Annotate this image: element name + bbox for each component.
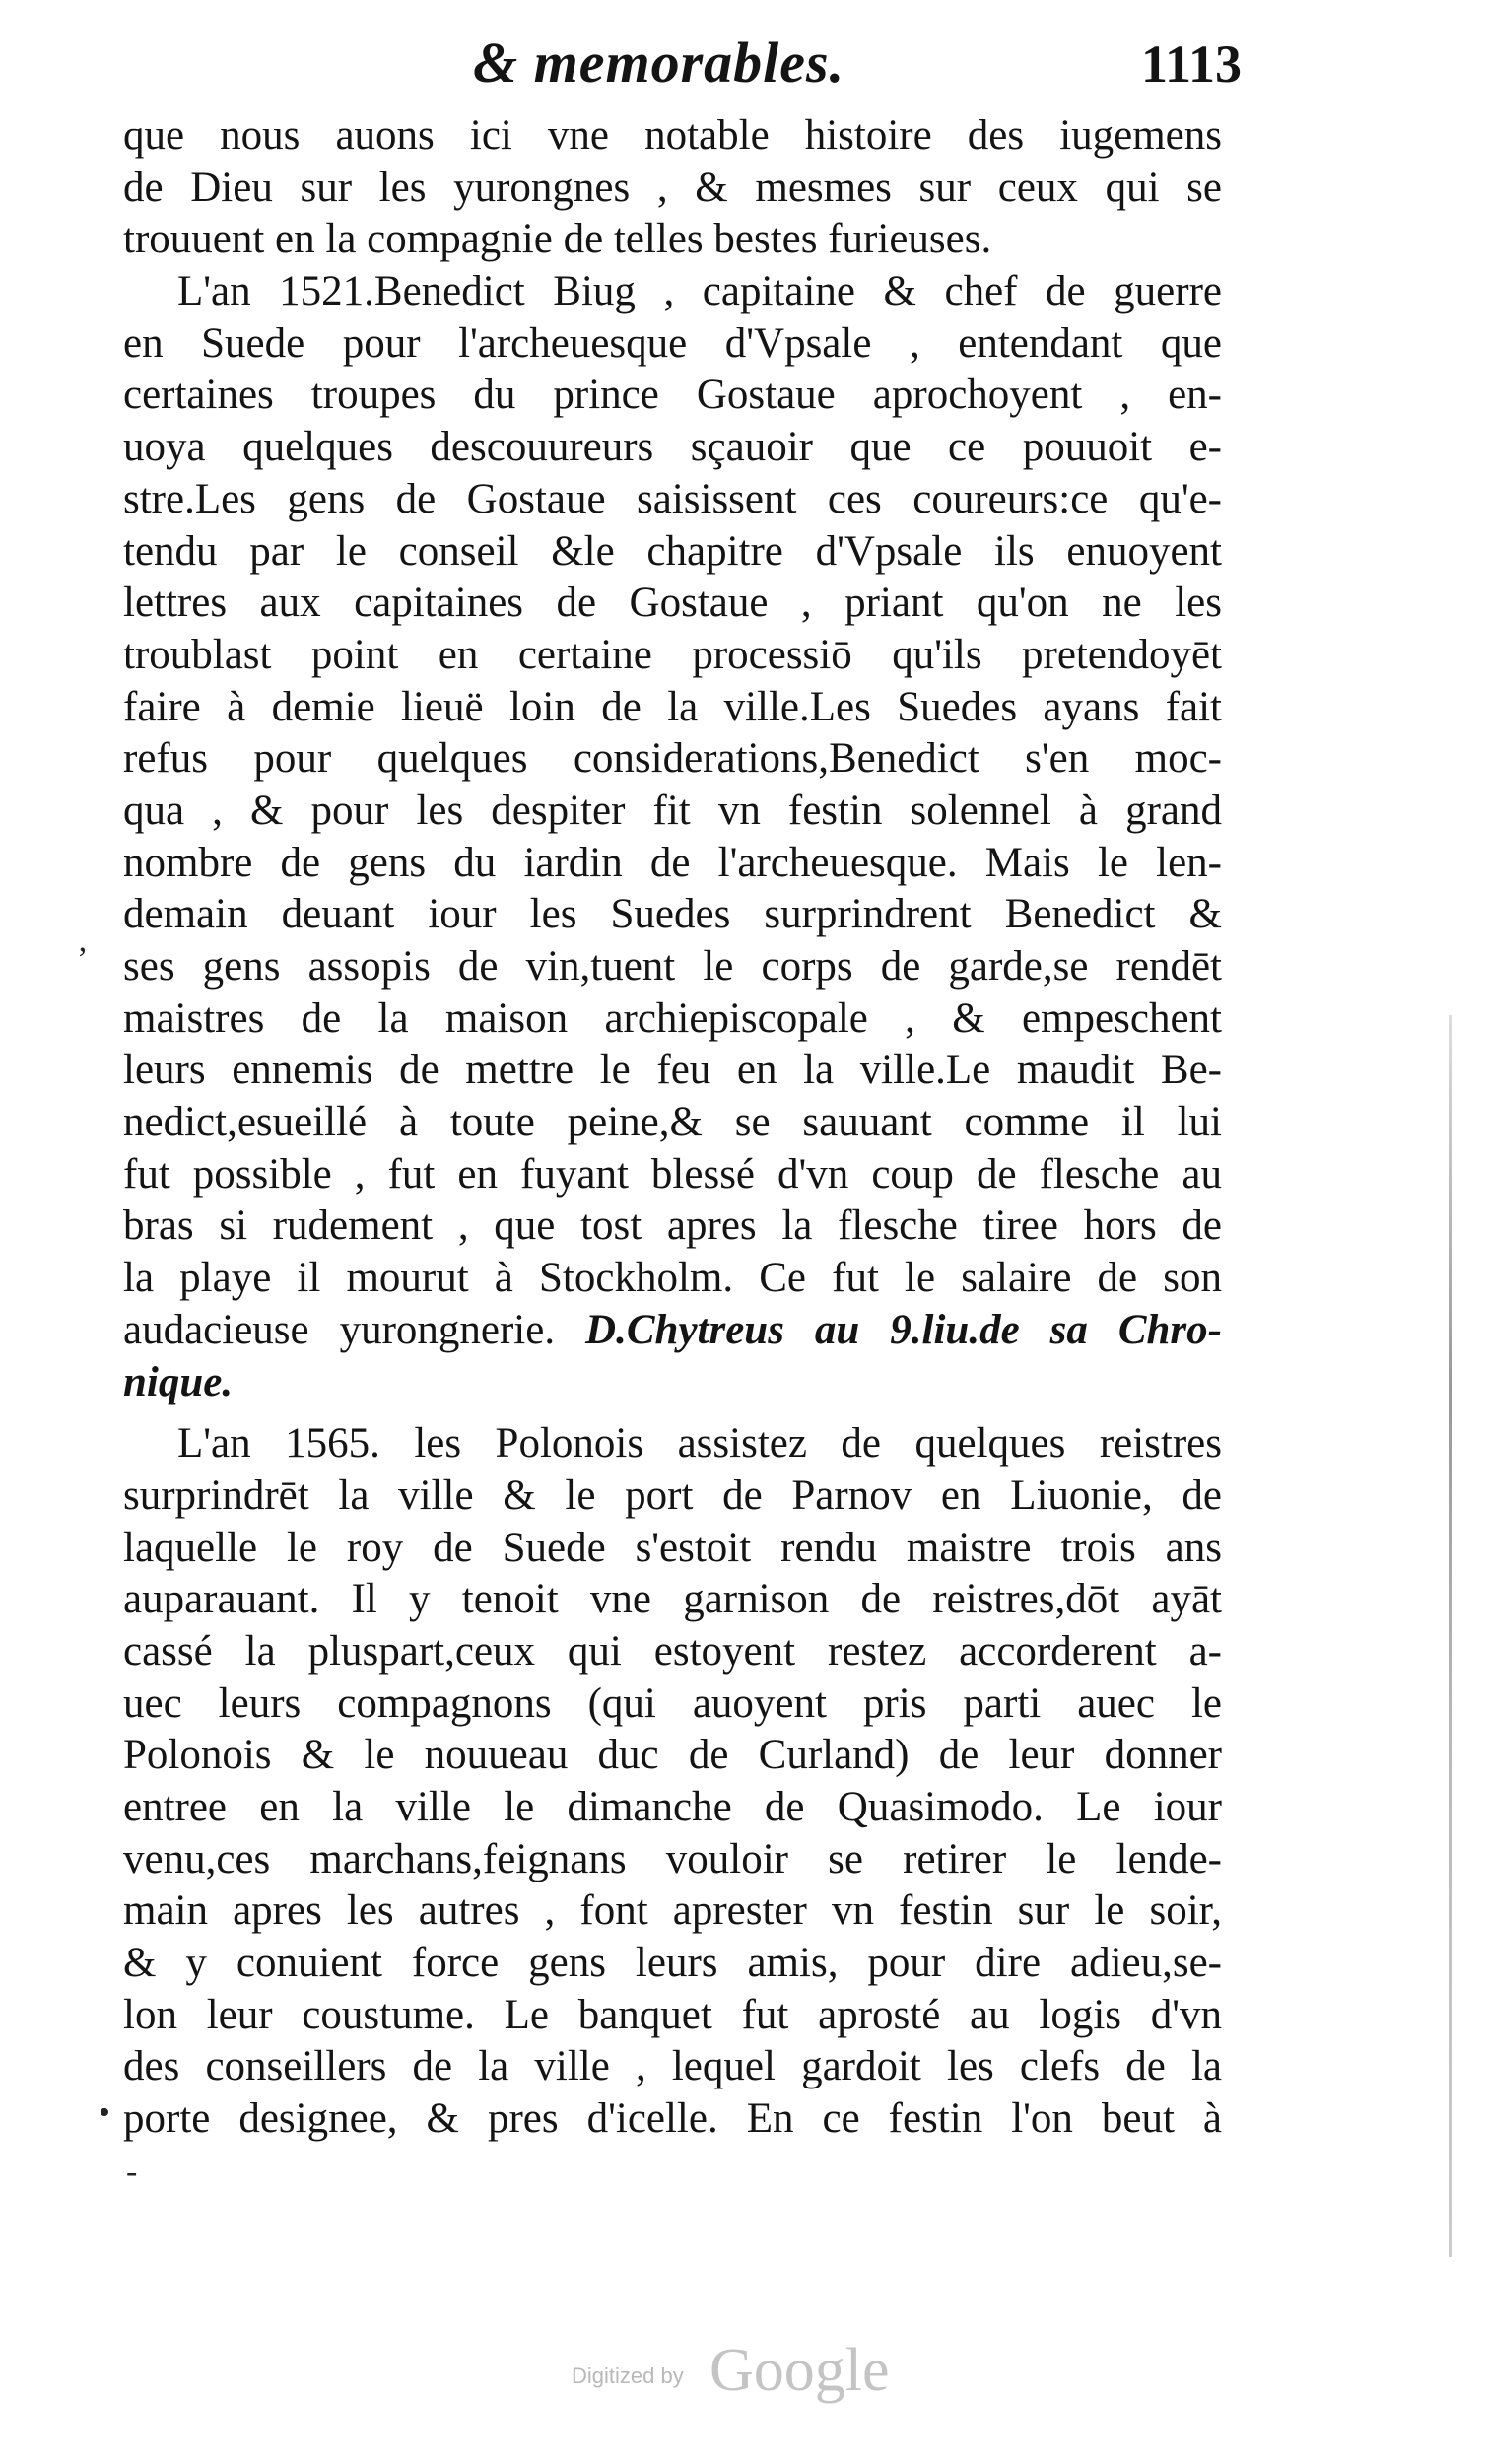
- text-line: demain deuant iour les Suedes surprindrent Benedict &: [123, 891, 1222, 938]
- text-line: auparauant. Il y tenoit vne garnison de reistres,dōt ayāt: [123, 1576, 1222, 1623]
- text-line: leurs ennemis de mettre le feu en la ville.Le maudit Be-: [123, 1047, 1222, 1094]
- text-line: [123, 1357, 1222, 1409]
- text-segment: audacieuse yurongnerie.: [123, 1306, 556, 1353]
- margin-speck: ʼ: [77, 941, 89, 978]
- text-line: certaines troupes du prince Gostaue aprochoyent , en-: [123, 372, 1222, 419]
- margin-speck: -: [126, 2154, 138, 2190]
- text-line: en Suede pour l'archeuesque d'Vpsale , entendant que: [123, 319, 1222, 367]
- text-line: laquelle le roy de Suede s'estoit rendu maistre trois ans: [123, 1524, 1222, 1571]
- text-line: porte designee, & pres d'icelle. En ce festin l'on beut à: [123, 2095, 1222, 2143]
- text-line: faire à demie lieuë loin de la ville.Les Suedes ayans fait: [123, 683, 1222, 730]
- page-number: 1113: [1140, 34, 1242, 94]
- digitization-footer: [572, 2336, 966, 2405]
- margin-speck: •: [99, 2094, 110, 2131]
- digitized-label: Digitized by: [572, 2363, 684, 2388]
- text-line: tendu par le conseil &le chapitre d'Vpsale ils enuoyent: [123, 527, 1222, 575]
- text-line: maistres de la maison archiepiscopale , & empeschent: [123, 994, 1222, 1042]
- text-line: entree en la ville le dimanche de Quasimodo. Le iour: [123, 1784, 1222, 1830]
- text-line: ses gens assopis de vin,tuent le corps de garde,se rendēt: [123, 943, 1222, 990]
- text-line: stre.Les gens de Gostaue saisissent ces coureurs:ce qu'e-: [123, 475, 1222, 522]
- text-line: surprindrēt la ville & le port de Parnov en Liuonie, de: [123, 1472, 1222, 1519]
- text-line-with-citation: [123, 1305, 1222, 1357]
- text-line: trouuent en la compagnie de telles bestes furieuses.: [123, 216, 992, 263]
- citation: D.Chytreus au 9.liu.de sa Chro-: [585, 1306, 1222, 1353]
- text-line: uec leurs compagnons (qui auoyent pris parti auec le: [123, 1679, 1222, 1727]
- text-line: main apres les autres , font aprester vn festin sur le soir,: [123, 1887, 1222, 1935]
- text-line: fut possible , fut en fuyant blessé d'vn coup de flesche au: [123, 1150, 1222, 1198]
- text-line: troublast point en certaine processiō qu'ils pretendoyēt: [123, 631, 1222, 678]
- text-line: refus pour quelques considerations,Benedict s'en moc-: [123, 735, 1222, 783]
- text-line: nombre de gens du iardin de l'archeuesque. Mais le len-: [123, 839, 1222, 886]
- text-line: cassé la pluspart,ceux qui estoyent restez accorderent a-: [123, 1627, 1222, 1675]
- citation-end: nique.: [123, 1358, 234, 1405]
- text-line: nedict,esueillé à toute peine,& se sauuant comme il lui: [123, 1099, 1222, 1146]
- text-line: la playe il mourut à Stockholm. Ce fut le salaire de son: [123, 1255, 1222, 1302]
- running-title: & memorables.: [473, 31, 845, 95]
- text-line: que nous auons ici vne notable histoire des iugemens: [123, 112, 1222, 159]
- page-header: [473, 30, 1242, 108]
- text-line: lon leur coustume. Le banquet fut aprosté au logis d'vn: [123, 1991, 1222, 2038]
- text-line: & y conuient force gens leurs amis, pour dire adieu,se-: [123, 1940, 1222, 1987]
- text-line: des conseillers de la ville , lequel gardoit les clefs de la: [123, 2043, 1222, 2090]
- text-line: qua , & pour les despiter fit vn festin solennel à grand: [123, 787, 1222, 834]
- body-text: [123, 110, 1222, 2146]
- text-line: bras si rudement , que tost apres la flesche tiree hors de: [123, 1202, 1222, 1250]
- text-line: uoya quelques descouureurs sçauoir que ce pouuoit e-: [123, 424, 1222, 471]
- text-line: venu,ces marchans,feignans vouloir se retirer le lende-: [123, 1835, 1222, 1882]
- text-line: de Dieu sur les yurongnes , & mesmes sur ceux qui se: [123, 164, 1222, 211]
- text-line: Polonois & le nouueau duc de Curland) de leur donner: [123, 1732, 1222, 1779]
- page-edge-shadow: [1449, 1015, 1452, 2257]
- google-logo: Google: [709, 2337, 890, 2404]
- text-line: L'an 1521.Benedict Biug , capitaine & chef de guerre: [177, 268, 1222, 315]
- text-line: L'an 1565. les Polonois assistez de quelques reistres: [177, 1420, 1222, 1468]
- text-line: lettres aux capitaines de Gostaue , priant qu'on ne les: [123, 580, 1222, 627]
- paragraph-gap: [123, 1408, 1222, 1418]
